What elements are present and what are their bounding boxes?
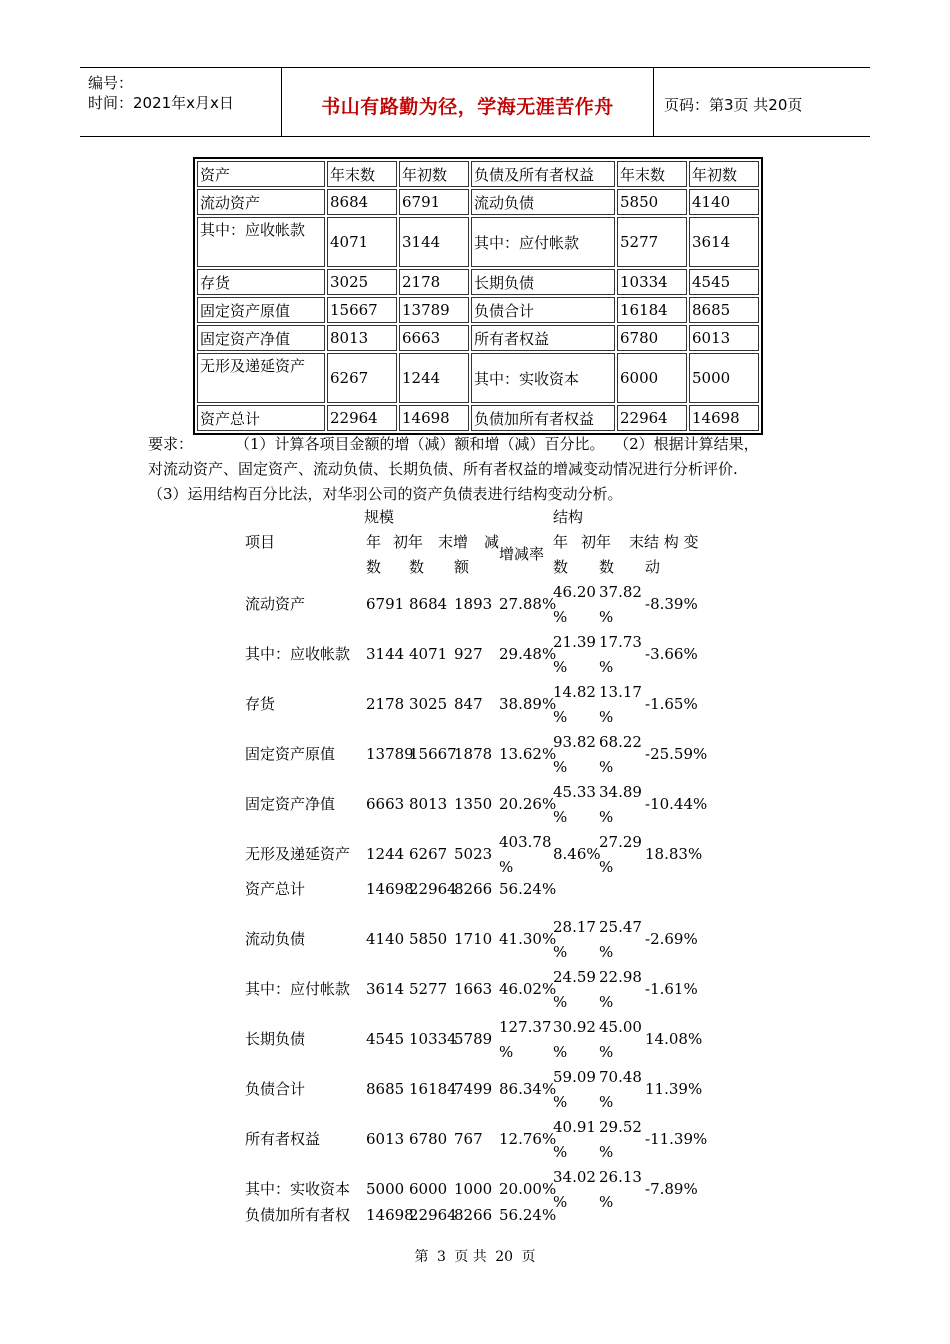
row-s-end-line: % bbox=[599, 1093, 614, 1111]
row-begin: 14698 bbox=[366, 1206, 414, 1224]
row-s-end-line: % bbox=[599, 1043, 614, 1061]
row-end: 6267 bbox=[409, 845, 448, 863]
row-begin: 8685 bbox=[366, 1080, 405, 1098]
row-s-end-line: 70.48 bbox=[599, 1068, 642, 1086]
row-change: 1893 bbox=[454, 595, 493, 613]
row-s-end-line: 29.52 bbox=[599, 1118, 642, 1136]
col-change-header bbox=[438, 530, 469, 580]
page-label: 页码：第3页 共20页 bbox=[664, 96, 803, 114]
row-begin: 4545 bbox=[366, 1030, 405, 1048]
number-label: 编号： bbox=[88, 74, 134, 92]
row-item: 其中：实收资本 bbox=[245, 1180, 351, 1198]
row-s-change: -25.59% bbox=[645, 745, 708, 763]
group-scale-label: 规模 bbox=[364, 508, 395, 526]
balance-sheet-cell: 4545 bbox=[689, 269, 759, 295]
row-begin: 4140 bbox=[366, 930, 405, 948]
page-header bbox=[80, 67, 870, 137]
motto: 书山有路勤为径，学海无涯苦作舟 bbox=[321, 96, 614, 118]
row-s-change: 14.08% bbox=[645, 1030, 703, 1048]
balance-sheet-cell: 5000 bbox=[689, 353, 759, 403]
requirements-line-3: （3）运用结构百分比法，对华羽公司的资产负债表进行结构变动分析。 bbox=[148, 485, 623, 503]
col-s-begin-header-l1: 年 bbox=[553, 533, 569, 551]
row-s-change: 18.83% bbox=[645, 845, 703, 863]
row-s-end-line: 22.98 bbox=[599, 968, 642, 986]
balance-sheet-cell: 6013 bbox=[689, 325, 759, 351]
row-begin: 1244 bbox=[366, 845, 405, 863]
col-rate-header: 增减率 bbox=[499, 545, 545, 563]
balance-sheet-cell: 3025 bbox=[327, 269, 397, 295]
balance-sheet-row bbox=[197, 325, 759, 351]
row-item: 固定资产净值 bbox=[245, 795, 336, 813]
row-s-begin-line: % bbox=[553, 758, 568, 776]
balance-sheet-cell: 4140 bbox=[689, 189, 759, 215]
row-s-begin-line: % bbox=[553, 1043, 568, 1061]
row-s-change: -8.39% bbox=[645, 595, 698, 613]
row-s-begin-line: 30.92 bbox=[553, 1018, 596, 1036]
row-end: 5277 bbox=[409, 980, 448, 998]
col-end-header bbox=[393, 530, 424, 580]
row-rate-line: % bbox=[499, 1043, 514, 1061]
row-s-begin-line: % bbox=[553, 808, 568, 826]
row-end: 3025 bbox=[409, 695, 448, 713]
row-s-change: -11.39% bbox=[645, 1130, 708, 1148]
row-change: 1663 bbox=[454, 980, 493, 998]
row-change: 1350 bbox=[454, 795, 493, 813]
row-s-begin-line: % bbox=[553, 658, 568, 676]
balance-sheet-cell: 负债合计 bbox=[471, 297, 615, 323]
row-begin: 14698 bbox=[366, 880, 414, 898]
row-rate: 13.62% bbox=[499, 745, 557, 763]
row-end: 22964 bbox=[409, 880, 457, 898]
balance-sheet-cell: 5850 bbox=[617, 189, 687, 215]
row-s-change: -7.89% bbox=[645, 1180, 698, 1198]
row-rate: 20.26% bbox=[499, 795, 557, 813]
row-s-begin-line: % bbox=[553, 608, 568, 626]
row-begin: 5000 bbox=[366, 1180, 405, 1198]
row-s-end-line: % bbox=[599, 758, 614, 776]
row-change: 927 bbox=[454, 645, 483, 663]
requirements-line-1 bbox=[148, 432, 838, 457]
balance-sheet-cell: 6780 bbox=[617, 325, 687, 351]
row-change: 8266 bbox=[454, 1206, 493, 1224]
balance-sheet-cell: 22964 bbox=[327, 405, 397, 431]
row-s-begin-line: 46.20 bbox=[553, 583, 596, 601]
footer-suffix: 页 bbox=[521, 1249, 536, 1265]
balance-sheet-row bbox=[197, 297, 759, 323]
row-rate: 29.48% bbox=[499, 645, 557, 663]
row-s-end-line: 25.47 bbox=[599, 918, 642, 936]
row-s-change: -3.66% bbox=[645, 645, 698, 663]
row-s-begin-line: % bbox=[553, 1193, 568, 1211]
requirements-line-2: 对流动资产、固定资产、流动负债、长期负债、所有者权益的增减变动情况进行分析评价. bbox=[148, 460, 738, 478]
col-s-change-header-l1: 末结 构 变 bbox=[629, 533, 699, 551]
col-change-header-l3: 减 bbox=[484, 533, 500, 551]
row-rate: 20.00% bbox=[499, 1180, 557, 1198]
balance-sheet-cell: 22964 bbox=[617, 405, 687, 431]
row-change: 1000 bbox=[454, 1180, 493, 1198]
row-s-end-line: % bbox=[599, 708, 614, 726]
balance-sheet-cell: 5277 bbox=[617, 217, 687, 267]
header-meta bbox=[80, 68, 282, 136]
row-begin: 2178 bbox=[366, 695, 405, 713]
row-s-end-line: 13.17 bbox=[599, 683, 642, 701]
col-item-header: 项目 bbox=[245, 533, 276, 551]
row-rate-line: 127.37 bbox=[499, 1018, 552, 1036]
balance-sheet-row bbox=[197, 353, 759, 403]
row-item: 所有者权益 bbox=[245, 1130, 321, 1148]
row-end: 6780 bbox=[409, 1130, 448, 1148]
row-s-begin-line: % bbox=[553, 1093, 568, 1111]
header-page-cell bbox=[654, 68, 870, 136]
col-s-change-header bbox=[629, 530, 699, 580]
balance-sheet-header-cell: 年末数 bbox=[327, 161, 397, 187]
balance-sheet-row bbox=[197, 269, 759, 295]
row-s-begin-line: 45.33 bbox=[553, 783, 596, 801]
row-end: 16184 bbox=[409, 1080, 457, 1098]
row-s-end-line: % bbox=[599, 1193, 614, 1211]
row-s-end-line: % bbox=[599, 1143, 614, 1161]
row-change: 5023 bbox=[454, 845, 493, 863]
balance-sheet-cell: 8685 bbox=[689, 297, 759, 323]
row-s-end-line: 34.89 bbox=[599, 783, 642, 801]
balance-sheet-cell: 8684 bbox=[327, 189, 397, 215]
balance-sheet-cell: 流动资产 bbox=[197, 189, 325, 215]
balance-sheet-header-cell: 负债及所有者权益 bbox=[471, 161, 615, 187]
requirement-2: （2）根据计算结果， bbox=[614, 435, 759, 453]
col-s-begin-header bbox=[553, 530, 568, 580]
balance-sheet-cell: 负债加所有者权益 bbox=[471, 405, 615, 431]
balance-sheet-cell: 长期负债 bbox=[471, 269, 615, 295]
col-s-end-header-l1: 初年 bbox=[581, 533, 612, 551]
row-s-begin-line: 24.59 bbox=[553, 968, 596, 986]
row-s-begin-line: 34.02 bbox=[553, 1168, 596, 1186]
col-begin-header-l1: 年 bbox=[366, 533, 382, 551]
row-end: 10334 bbox=[409, 1030, 457, 1048]
row-item: 其中：应付帐款 bbox=[245, 980, 351, 998]
balance-sheet-header-cell: 年初数 bbox=[399, 161, 469, 187]
row-s-begin-line: 14.82 bbox=[553, 683, 596, 701]
row-s-begin-line: 28.17 bbox=[553, 918, 596, 936]
row-s-end-line: 37.82 bbox=[599, 583, 642, 601]
row-s-begin-line: 59.09 bbox=[553, 1068, 596, 1086]
page-footer bbox=[0, 1246, 950, 1266]
col-begin-header bbox=[366, 530, 381, 580]
row-rate: 38.89% bbox=[499, 695, 557, 713]
row-s-end-line: 26.13 bbox=[599, 1168, 642, 1186]
row-end: 22964 bbox=[409, 1206, 457, 1224]
row-rate: 56.24% bbox=[499, 880, 557, 898]
balance-sheet-cell: 13789 bbox=[399, 297, 469, 323]
balance-sheet-cell: 存货 bbox=[197, 269, 325, 295]
balance-sheet-cell: 16184 bbox=[617, 297, 687, 323]
row-s-end-line: 45.00 bbox=[599, 1018, 642, 1036]
footer-total-pages: 20 bbox=[495, 1249, 514, 1265]
balance-sheet-cell: 6267 bbox=[327, 353, 397, 403]
balance-sheet-cell: 资产总计 bbox=[197, 405, 325, 431]
balance-sheet-header-cell: 年初数 bbox=[689, 161, 759, 187]
requirements-label: 要求： bbox=[148, 435, 194, 453]
row-s-begin-line: % bbox=[553, 993, 568, 1011]
row-end: 8684 bbox=[409, 595, 448, 613]
col-s-end-header bbox=[581, 530, 614, 580]
row-end: 5850 bbox=[409, 930, 448, 948]
row-item: 长期负债 bbox=[245, 1030, 306, 1048]
row-s-end-line: 27.29 bbox=[599, 833, 642, 851]
balance-sheet-cell: 14698 bbox=[689, 405, 759, 431]
balance-sheet-cell: 2178 bbox=[399, 269, 469, 295]
balance-sheet-cell: 1244 bbox=[399, 353, 469, 403]
balance-sheet-cell: 8013 bbox=[327, 325, 397, 351]
row-s-begin-line: 93.82 bbox=[553, 733, 596, 751]
balance-sheet-row bbox=[197, 217, 759, 267]
col-end-header-l1: 初年 bbox=[393, 533, 424, 551]
balance-sheet-header-cell: 资产 bbox=[197, 161, 325, 187]
row-item: 流动负债 bbox=[245, 930, 306, 948]
row-begin: 3614 bbox=[366, 980, 405, 998]
row-rate-line: % bbox=[499, 858, 514, 876]
row-s-end-line: % bbox=[599, 943, 614, 961]
row-item: 负债加所有者权 bbox=[245, 1206, 351, 1224]
row-end: 15667 bbox=[409, 745, 457, 763]
balance-sheet-cell: 4071 bbox=[327, 217, 397, 267]
row-rate-line: 403.78 bbox=[499, 833, 552, 851]
requirement-1: （1）计算各项目金额的增（减）额和增（减）百分比。 bbox=[235, 435, 605, 453]
balance-sheet-cell: 10334 bbox=[617, 269, 687, 295]
row-item: 固定资产原值 bbox=[245, 745, 336, 763]
group-structure-label: 结构 bbox=[553, 508, 584, 526]
row-s-begin-line: % bbox=[553, 708, 568, 726]
balance-sheet-cell: 固定资产原值 bbox=[197, 297, 325, 323]
balance-sheet-cell: 14698 bbox=[399, 405, 469, 431]
balance-sheet-header-cell: 年末数 bbox=[617, 161, 687, 187]
row-end: 8013 bbox=[409, 795, 448, 813]
row-s-change: -2.69% bbox=[645, 930, 698, 948]
row-item: 存货 bbox=[245, 695, 276, 713]
balance-sheet-cell: 15667 bbox=[327, 297, 397, 323]
row-s-end-line: % bbox=[599, 858, 614, 876]
balance-sheet-cell: 其中：应付帐款 bbox=[471, 217, 615, 267]
balance-sheet-cell: 流动负债 bbox=[471, 189, 615, 215]
row-change: 767 bbox=[454, 1130, 483, 1148]
col-s-begin-header-l2: 数 bbox=[553, 558, 569, 576]
row-begin: 6013 bbox=[366, 1130, 405, 1148]
row-rate: 46.02% bbox=[499, 980, 557, 998]
row-s-begin-line: % bbox=[553, 1143, 568, 1161]
row-rate: 86.34% bbox=[499, 1080, 557, 1098]
row-s-change: -1.65% bbox=[645, 695, 698, 713]
balance-sheet-table bbox=[193, 157, 763, 435]
row-s-end-line: % bbox=[599, 808, 614, 826]
balance-sheet-cell: 其中：应收帐款 bbox=[197, 217, 325, 267]
row-begin: 3144 bbox=[366, 645, 405, 663]
row-s-change: 11.39% bbox=[645, 1080, 703, 1098]
row-item: 资产总计 bbox=[245, 880, 306, 898]
row-s-end-line: % bbox=[599, 608, 614, 626]
balance-sheet-cell: 所有者权益 bbox=[471, 325, 615, 351]
footer-prefix: 第 bbox=[414, 1249, 429, 1265]
header-motto-cell bbox=[282, 68, 654, 136]
row-rate: 41.30% bbox=[499, 930, 557, 948]
requirements bbox=[148, 432, 838, 507]
col-change-header-l1: 末增 bbox=[438, 533, 469, 551]
row-end: 6000 bbox=[409, 1180, 448, 1198]
balance-sheet-cell: 固定资产净值 bbox=[197, 325, 325, 351]
row-s-end-line: 17.73 bbox=[599, 633, 642, 651]
row-s-end-line: % bbox=[599, 658, 614, 676]
row-s-end-line: % bbox=[599, 993, 614, 1011]
row-end: 4071 bbox=[409, 645, 448, 663]
time-label: 时间：2021年x月x日 bbox=[88, 94, 234, 112]
balance-sheet-cell: 6791 bbox=[399, 189, 469, 215]
row-rate: 27.88% bbox=[499, 595, 557, 613]
row-change: 8266 bbox=[454, 880, 493, 898]
row-change: 5789 bbox=[454, 1030, 493, 1048]
footer-mid: 页 共 bbox=[454, 1249, 487, 1265]
balance-sheet-row bbox=[197, 405, 759, 431]
balance-sheet-header-row bbox=[197, 161, 759, 187]
balance-sheet-cell: 6000 bbox=[617, 353, 687, 403]
col-s-end-header-l2: 数 bbox=[599, 558, 615, 576]
row-s-change: -1.61% bbox=[645, 980, 698, 998]
balance-sheet-cell: 其中：实收资本 bbox=[471, 353, 615, 403]
row-item: 流动资产 bbox=[245, 595, 306, 613]
balance-sheet-cell: 6663 bbox=[399, 325, 469, 351]
row-s-begin-line: 21.39 bbox=[553, 633, 596, 651]
row-change: 847 bbox=[454, 695, 483, 713]
row-item: 无形及递延资产 bbox=[245, 845, 351, 863]
row-s-begin: 8.46% bbox=[553, 845, 601, 863]
balance-sheet-cell: 3144 bbox=[399, 217, 469, 267]
row-rate: 12.76% bbox=[499, 1130, 557, 1148]
row-s-begin-line: 40.91 bbox=[553, 1118, 596, 1136]
balance-sheet-cell: 无形及递延资产 bbox=[197, 353, 325, 403]
col-begin-header-l2: 数 bbox=[366, 558, 382, 576]
row-s-end-line: 68.22 bbox=[599, 733, 642, 751]
row-s-change: -10.44% bbox=[645, 795, 708, 813]
row-item: 负债合计 bbox=[245, 1080, 306, 1098]
row-begin: 6791 bbox=[366, 595, 405, 613]
balance-sheet-row bbox=[197, 189, 759, 215]
row-change: 1878 bbox=[454, 745, 493, 763]
col-s-change-header-l2: 动 bbox=[645, 558, 661, 576]
row-s-begin-line: % bbox=[553, 943, 568, 961]
row-item: 其中：应收帐款 bbox=[245, 645, 351, 663]
row-begin: 6663 bbox=[366, 795, 405, 813]
row-change: 1710 bbox=[454, 930, 493, 948]
row-change: 7499 bbox=[454, 1080, 493, 1098]
col-change-header-l2: 额 bbox=[454, 558, 470, 576]
footer-page-number: 3 bbox=[436, 1249, 446, 1265]
row-begin: 13789 bbox=[366, 745, 414, 763]
row-rate: 56.24% bbox=[499, 1206, 557, 1224]
balance-sheet-cell: 3614 bbox=[689, 217, 759, 267]
col-end-header-l2: 数 bbox=[409, 558, 425, 576]
